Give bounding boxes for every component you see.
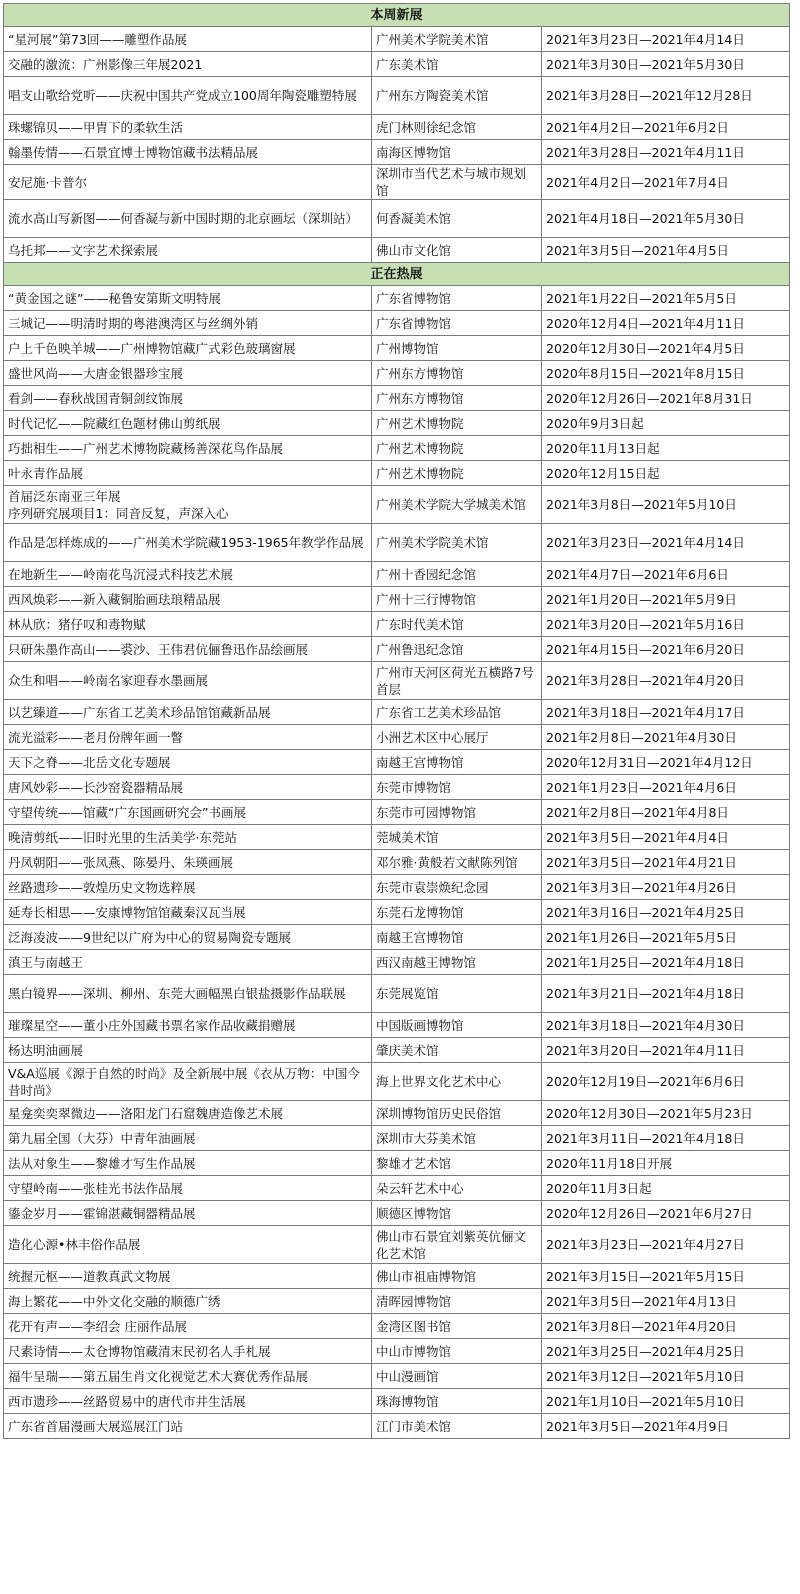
exhibition-name-cell: 唱支山歌给党听——庆祝中国共产党成立100周年陶瓷雕塑特展 <box>4 77 372 115</box>
table-row <box>4 336 790 361</box>
date-cell: 2021年1月20日—2021年5月9日 <box>542 587 790 612</box>
exhibition-name-cell: 滇王与南越王 <box>4 950 372 975</box>
venue-cell: 黎雄才艺术馆 <box>372 1151 542 1176</box>
table-row <box>4 1339 790 1364</box>
table-row <box>4 461 790 486</box>
table-row <box>4 1264 790 1289</box>
exhibition-name-cell: 泛海凌波——9世纪以广府为中心的贸易陶瓷专题展 <box>4 925 372 950</box>
exhibition-name-cell: 海上繁花——中外文化交融的顺德广绣 <box>4 1289 372 1314</box>
venue-cell: 西汉南越王博物馆 <box>372 950 542 975</box>
table-row <box>4 637 790 662</box>
exhibition-name-cell: 交融的激流：广州影像三年展2021 <box>4 52 372 77</box>
venue-cell: 广州艺术博物院 <box>372 436 542 461</box>
table-row <box>4 1063 790 1101</box>
date-cell: 2021年4月2日—2021年7月4日 <box>542 165 790 200</box>
date-cell: 2021年3月30日—2021年5月30日 <box>542 52 790 77</box>
date-cell: 2021年3月23日—2021年4月27日 <box>542 1226 790 1264</box>
table-row <box>4 925 790 950</box>
table-row <box>4 1126 790 1151</box>
exhibition-name-cell: 首届泛东南亚三年展 序列研究展项目1：同音反复，声深入心 <box>4 486 372 524</box>
table-row <box>4 486 790 524</box>
venue-cell: 广州艺术博物院 <box>372 411 542 436</box>
exhibition-name-cell: 花开有声——李绍会 庄丽作品展 <box>4 1314 372 1339</box>
table-row <box>4 77 790 115</box>
exhibition-name-cell: 尺素诗情——太仓博物馆藏清末民初名人手札展 <box>4 1339 372 1364</box>
exhibition-name-cell: 翰墨传情——石景宜博士博物馆藏书法精品展 <box>4 140 372 165</box>
table-row <box>4 800 790 825</box>
exhibition-name-cell: 安尼施·卡普尔 <box>4 165 372 200</box>
date-cell: 2021年3月15日—2021年5月15日 <box>542 1264 790 1289</box>
table-row <box>4 725 790 750</box>
table-row <box>4 200 790 238</box>
date-cell: 2021年3月5日—2021年4月4日 <box>542 825 790 850</box>
section-header-row <box>4 4 790 27</box>
exhibition-name-cell: 法从对象生——黎雄才写生作品展 <box>4 1151 372 1176</box>
date-cell: 2021年1月23日—2021年4月6日 <box>542 775 790 800</box>
venue-cell: 东莞市袁崇焕纪念园 <box>372 875 542 900</box>
date-cell: 2020年12月19日—2021年6月6日 <box>542 1063 790 1101</box>
table-row <box>4 436 790 461</box>
exhibition-name-cell: 户上千色映羊城——广州博物馆藏广式彩色玻璃窗展 <box>4 336 372 361</box>
date-cell: 2021年3月3日—2021年4月26日 <box>542 875 790 900</box>
venue-cell: 广州东方博物馆 <box>372 361 542 386</box>
table-row <box>4 850 790 875</box>
venue-cell: 东莞石龙博物馆 <box>372 900 542 925</box>
venue-cell: 顺德区博物馆 <box>372 1201 542 1226</box>
exhibition-name-cell: 星龛奕奕翠微边——洛阳龙门石窟魏唐造像艺术展 <box>4 1101 372 1126</box>
table-row <box>4 1013 790 1038</box>
exhibition-name-cell: 丝路遗珍——敦煌历史文物选粹展 <box>4 875 372 900</box>
section-title: 本周新展 <box>4 4 790 27</box>
table-row <box>4 1151 790 1176</box>
exhibition-name-cell: 福牛呈瑞——第五届生肖文化视觉艺术大赛优秀作品展 <box>4 1364 372 1389</box>
venue-cell: 江门市美术馆 <box>372 1414 542 1439</box>
table-row <box>4 140 790 165</box>
table-row <box>4 875 790 900</box>
venue-cell: 广州东方陶瓷美术馆 <box>372 77 542 115</box>
date-cell: 2020年8月15日—2021年8月15日 <box>542 361 790 386</box>
exhibition-name-cell: 在地新生——岭南花鸟沉浸式科技艺术展 <box>4 562 372 587</box>
exhibition-name-cell: 叶永青作品展 <box>4 461 372 486</box>
venue-cell: 广东省工艺美术珍品馆 <box>372 700 542 725</box>
venue-cell: 广州十香园纪念馆 <box>372 562 542 587</box>
venue-cell: 深圳市当代艺术与城市规划馆 <box>372 165 542 200</box>
exhibition-name-cell: “星河展”第73回——雕塑作品展 <box>4 27 372 52</box>
date-cell: 2021年4月18日—2021年5月30日 <box>542 200 790 238</box>
table-row <box>4 975 790 1013</box>
exhibition-name-cell: 流光溢彩——老月份牌年画一瞥 <box>4 725 372 750</box>
exhibition-name-cell: 统握元枢——道教真武文物展 <box>4 1264 372 1289</box>
table-row <box>4 524 790 562</box>
date-cell: 2021年1月22日—2021年5月5日 <box>542 286 790 311</box>
venue-cell: 海上世界文化艺术中心 <box>372 1063 542 1101</box>
venue-cell: 广州东方博物馆 <box>372 386 542 411</box>
table-row <box>4 165 790 200</box>
venue-cell: 广东时代美术馆 <box>372 612 542 637</box>
exhibition-name-cell: 黑白镜界——深圳、柳州、东莞大画幅黑白银盐摄影作品联展 <box>4 975 372 1013</box>
exhibition-name-cell: 鎏金岁月——霍锦湛藏铜器精品展 <box>4 1201 372 1226</box>
date-cell: 2021年3月12日—2021年5月10日 <box>542 1364 790 1389</box>
section-title: 正在热展 <box>4 263 790 286</box>
date-cell: 2021年1月26日—2021年5月5日 <box>542 925 790 950</box>
venue-cell: 中国版画博物馆 <box>372 1013 542 1038</box>
date-cell: 2021年3月16日—2021年4月25日 <box>542 900 790 925</box>
venue-cell: 何香凝美术馆 <box>372 200 542 238</box>
venue-cell: 佛山市石景宜刘紫英伉俪文化艺术馆 <box>372 1226 542 1264</box>
table-row <box>4 1201 790 1226</box>
date-cell: 2021年3月8日—2021年4月20日 <box>542 1314 790 1339</box>
venue-cell: 深圳博物馆历史民俗馆 <box>372 1101 542 1126</box>
exhibition-name-cell: 时代记忆——院藏红色题材佛山剪纸展 <box>4 411 372 436</box>
venue-cell: 莞城美术馆 <box>372 825 542 850</box>
exhibition-name-cell: 杨达明油画展 <box>4 1038 372 1063</box>
date-cell: 2021年3月5日—2021年4月9日 <box>542 1414 790 1439</box>
table-row <box>4 311 790 336</box>
exhibition-name-cell: 作品是怎样炼成的——广州美术学院藏1953-1965年教学作品展 <box>4 524 372 562</box>
exhibition-name-cell: 唐风妙彩——长沙窑瓷器精品展 <box>4 775 372 800</box>
table-row <box>4 700 790 725</box>
venue-cell: 广东省博物馆 <box>372 286 542 311</box>
exhibition-name-cell: 林从欣：猪仔叹和毒物赋 <box>4 612 372 637</box>
venue-cell: 邓尔雅·黄般若文献陈列馆 <box>372 850 542 875</box>
exhibition-name-cell: 盛世风尚——大唐金银器珍宝展 <box>4 361 372 386</box>
exhibition-name-cell: 流水高山写新图——何香凝与新中国时期的北京画坛（深圳站） <box>4 200 372 238</box>
table-row <box>4 1364 790 1389</box>
exhibition-name-cell: 丹凤朝阳——张凤燕、陈晏丹、朱瑛画展 <box>4 850 372 875</box>
date-cell: 2021年3月25日—2021年4月25日 <box>542 1339 790 1364</box>
exhibition-name-cell: 璀璨星空——董小庄外国藏书票名家作品收藏捐赠展 <box>4 1013 372 1038</box>
exhibition-name-cell: 众生和唱——岭南名家迎春水墨画展 <box>4 662 372 700</box>
exhibition-name-cell: 晚清剪纸——旧时光里的生活美学·东莞站 <box>4 825 372 850</box>
venue-cell: 清晖园博物馆 <box>372 1289 542 1314</box>
exhibition-name-cell: 看剑——春秋战国青铜剑纹饰展 <box>4 386 372 411</box>
venue-cell: 珠海博物馆 <box>372 1389 542 1414</box>
exhibition-listing <box>3 3 790 1439</box>
venue-cell: 虎门林则徐纪念馆 <box>372 115 542 140</box>
exhibition-name-cell: 三城记——明清时期的粤港澳湾区与丝绸外销 <box>4 311 372 336</box>
date-cell: 2021年3月8日—2021年5月10日 <box>542 486 790 524</box>
table-row <box>4 1226 790 1264</box>
venue-cell: 广州博物馆 <box>372 336 542 361</box>
date-cell: 2021年3月23日—2021年4月14日 <box>542 524 790 562</box>
exhibition-name-cell: 珠螺锦贝——甲胄下的柔软生活 <box>4 115 372 140</box>
table-row <box>4 950 790 975</box>
date-cell: 2020年11月18日开展 <box>542 1151 790 1176</box>
date-cell: 2020年9月3日起 <box>542 411 790 436</box>
date-cell: 2020年12月4日—2021年4月11日 <box>542 311 790 336</box>
date-cell: 2021年4月15日—2021年6月20日 <box>542 637 790 662</box>
exhibition-name-cell: 守望传统——馆藏“广东国画研究会”书画展 <box>4 800 372 825</box>
table-row <box>4 1038 790 1063</box>
table-row <box>4 1101 790 1126</box>
date-cell: 2021年3月20日—2021年5月16日 <box>542 612 790 637</box>
table-row <box>4 411 790 436</box>
table-row <box>4 662 790 700</box>
date-cell: 2021年1月25日—2021年4月18日 <box>542 950 790 975</box>
date-cell: 2021年3月5日—2021年4月5日 <box>542 238 790 263</box>
exhibition-name-cell: 造化心源•林丰俗作品展 <box>4 1226 372 1264</box>
table-row <box>4 238 790 263</box>
venue-cell: 广州美术学院美术馆 <box>372 524 542 562</box>
date-cell: 2021年1月10日—2021年5月10日 <box>542 1389 790 1414</box>
date-cell: 2020年12月30日—2021年5月23日 <box>542 1101 790 1126</box>
table-row <box>4 1389 790 1414</box>
table-row <box>4 386 790 411</box>
table-row <box>4 612 790 637</box>
venue-cell: 广州鲁迅纪念馆 <box>372 637 542 662</box>
venue-cell: 深圳市大芬美术馆 <box>372 1126 542 1151</box>
table-row <box>4 775 790 800</box>
date-cell: 2021年3月28日—2021年12月28日 <box>542 77 790 115</box>
exhibition-name-cell: 天下之脊——北岳文化专题展 <box>4 750 372 775</box>
date-cell: 2020年12月31日—2021年4月12日 <box>542 750 790 775</box>
date-cell: 2021年3月11日—2021年4月18日 <box>542 1126 790 1151</box>
venue-cell: 广东美术馆 <box>372 52 542 77</box>
date-cell: 2021年3月28日—2021年4月20日 <box>542 662 790 700</box>
exhibition-table <box>3 3 789 1439</box>
venue-cell: 佛山市文化馆 <box>372 238 542 263</box>
section-header-row <box>4 263 790 286</box>
date-cell: 2021年4月2日—2021年6月2日 <box>542 115 790 140</box>
exhibition-name-cell: 守望岭南——张桂光书法作品展 <box>4 1176 372 1201</box>
date-cell: 2021年3月23日—2021年4月14日 <box>542 27 790 52</box>
exhibition-name-cell: 以艺臻道——广东省工艺美术珍品馆馆藏新品展 <box>4 700 372 725</box>
venue-cell: 中山市博物馆 <box>372 1339 542 1364</box>
table-row <box>4 286 790 311</box>
exhibition-name-cell: 西市遗珍——丝路贸易中的唐代市井生活展 <box>4 1389 372 1414</box>
date-cell: 2021年3月5日—2021年4月13日 <box>542 1289 790 1314</box>
venue-cell: 南海区博物馆 <box>372 140 542 165</box>
table-row <box>4 1414 790 1439</box>
exhibition-name-cell: 乌托邦——文字艺术探索展 <box>4 238 372 263</box>
date-cell: 2021年3月18日—2021年4月17日 <box>542 700 790 725</box>
venue-cell: 广州市天河区荷光五横路7号首层 <box>372 662 542 700</box>
date-cell: 2021年3月20日—2021年4月11日 <box>542 1038 790 1063</box>
exhibition-name-cell: 第九届全国（大芬）中青年油画展 <box>4 1126 372 1151</box>
venue-cell: 广州美术学院美术馆 <box>372 27 542 52</box>
table-row <box>4 27 790 52</box>
exhibition-name-cell: “黄金国之谜”——秘鲁安第斯文明特展 <box>4 286 372 311</box>
date-cell: 2021年3月28日—2021年4月11日 <box>542 140 790 165</box>
venue-cell: 肇庆美术馆 <box>372 1038 542 1063</box>
date-cell: 2021年3月21日—2021年4月18日 <box>542 975 790 1013</box>
table-row <box>4 1314 790 1339</box>
date-cell: 2020年11月3日起 <box>542 1176 790 1201</box>
venue-cell: 广东省博物馆 <box>372 311 542 336</box>
venue-cell: 东莞市博物馆 <box>372 775 542 800</box>
table-row <box>4 361 790 386</box>
table-row <box>4 562 790 587</box>
venue-cell: 南越王宫博物馆 <box>372 750 542 775</box>
venue-cell: 广州十三行博物馆 <box>372 587 542 612</box>
date-cell: 2021年2月8日—2021年4月8日 <box>542 800 790 825</box>
date-cell: 2020年11月13日起 <box>542 436 790 461</box>
exhibition-name-cell: 延寿长相思——安康博物馆馆藏秦汉瓦当展 <box>4 900 372 925</box>
venue-cell: 佛山市祖庙博物馆 <box>372 1264 542 1289</box>
venue-cell: 东莞市可园博物馆 <box>372 800 542 825</box>
table-row <box>4 115 790 140</box>
table-row <box>4 750 790 775</box>
date-cell: 2021年3月5日—2021年4月21日 <box>542 850 790 875</box>
exhibition-name-cell: V&A巡展《源于自然的时尚》及全新展中展《衣从万物：中国今昔时尚》 <box>4 1063 372 1101</box>
table-row <box>4 52 790 77</box>
venue-cell: 金湾区图书馆 <box>372 1314 542 1339</box>
date-cell: 2020年12月26日—2021年6月27日 <box>542 1201 790 1226</box>
exhibition-name-cell: 西风焕彩——新入藏铜胎画珐琅精品展 <box>4 587 372 612</box>
table-row <box>4 900 790 925</box>
venue-cell: 广州艺术博物院 <box>372 461 542 486</box>
table-row <box>4 587 790 612</box>
venue-cell: 东莞展览馆 <box>372 975 542 1013</box>
exhibition-name-cell: 只研朱墨作高山——裘沙、王伟君伉俪鲁迅作品绘画展 <box>4 637 372 662</box>
exhibition-name-cell: 广东省首届漫画大展巡展江门站 <box>4 1414 372 1439</box>
venue-cell: 南越王宫博物馆 <box>372 925 542 950</box>
table-row <box>4 1289 790 1314</box>
date-cell: 2021年2月8日—2021年4月30日 <box>542 725 790 750</box>
table-row <box>4 825 790 850</box>
venue-cell: 广州美术学院大学城美术馆 <box>372 486 542 524</box>
date-cell: 2020年12月26日—2021年8月31日 <box>542 386 790 411</box>
date-cell: 2020年12月30日—2021年4月5日 <box>542 336 790 361</box>
date-cell: 2020年12月15日起 <box>542 461 790 486</box>
venue-cell: 中山漫画馆 <box>372 1364 542 1389</box>
date-cell: 2021年3月18日—2021年4月30日 <box>542 1013 790 1038</box>
exhibition-name-cell: 巧拙相生——广州艺术博物院藏杨善深花鸟作品展 <box>4 436 372 461</box>
venue-cell: 朵云轩艺术中心 <box>372 1176 542 1201</box>
date-cell: 2021年4月7日—2021年6月6日 <box>542 562 790 587</box>
table-row <box>4 1176 790 1201</box>
venue-cell: 小洲艺术区中心展厅 <box>372 725 542 750</box>
